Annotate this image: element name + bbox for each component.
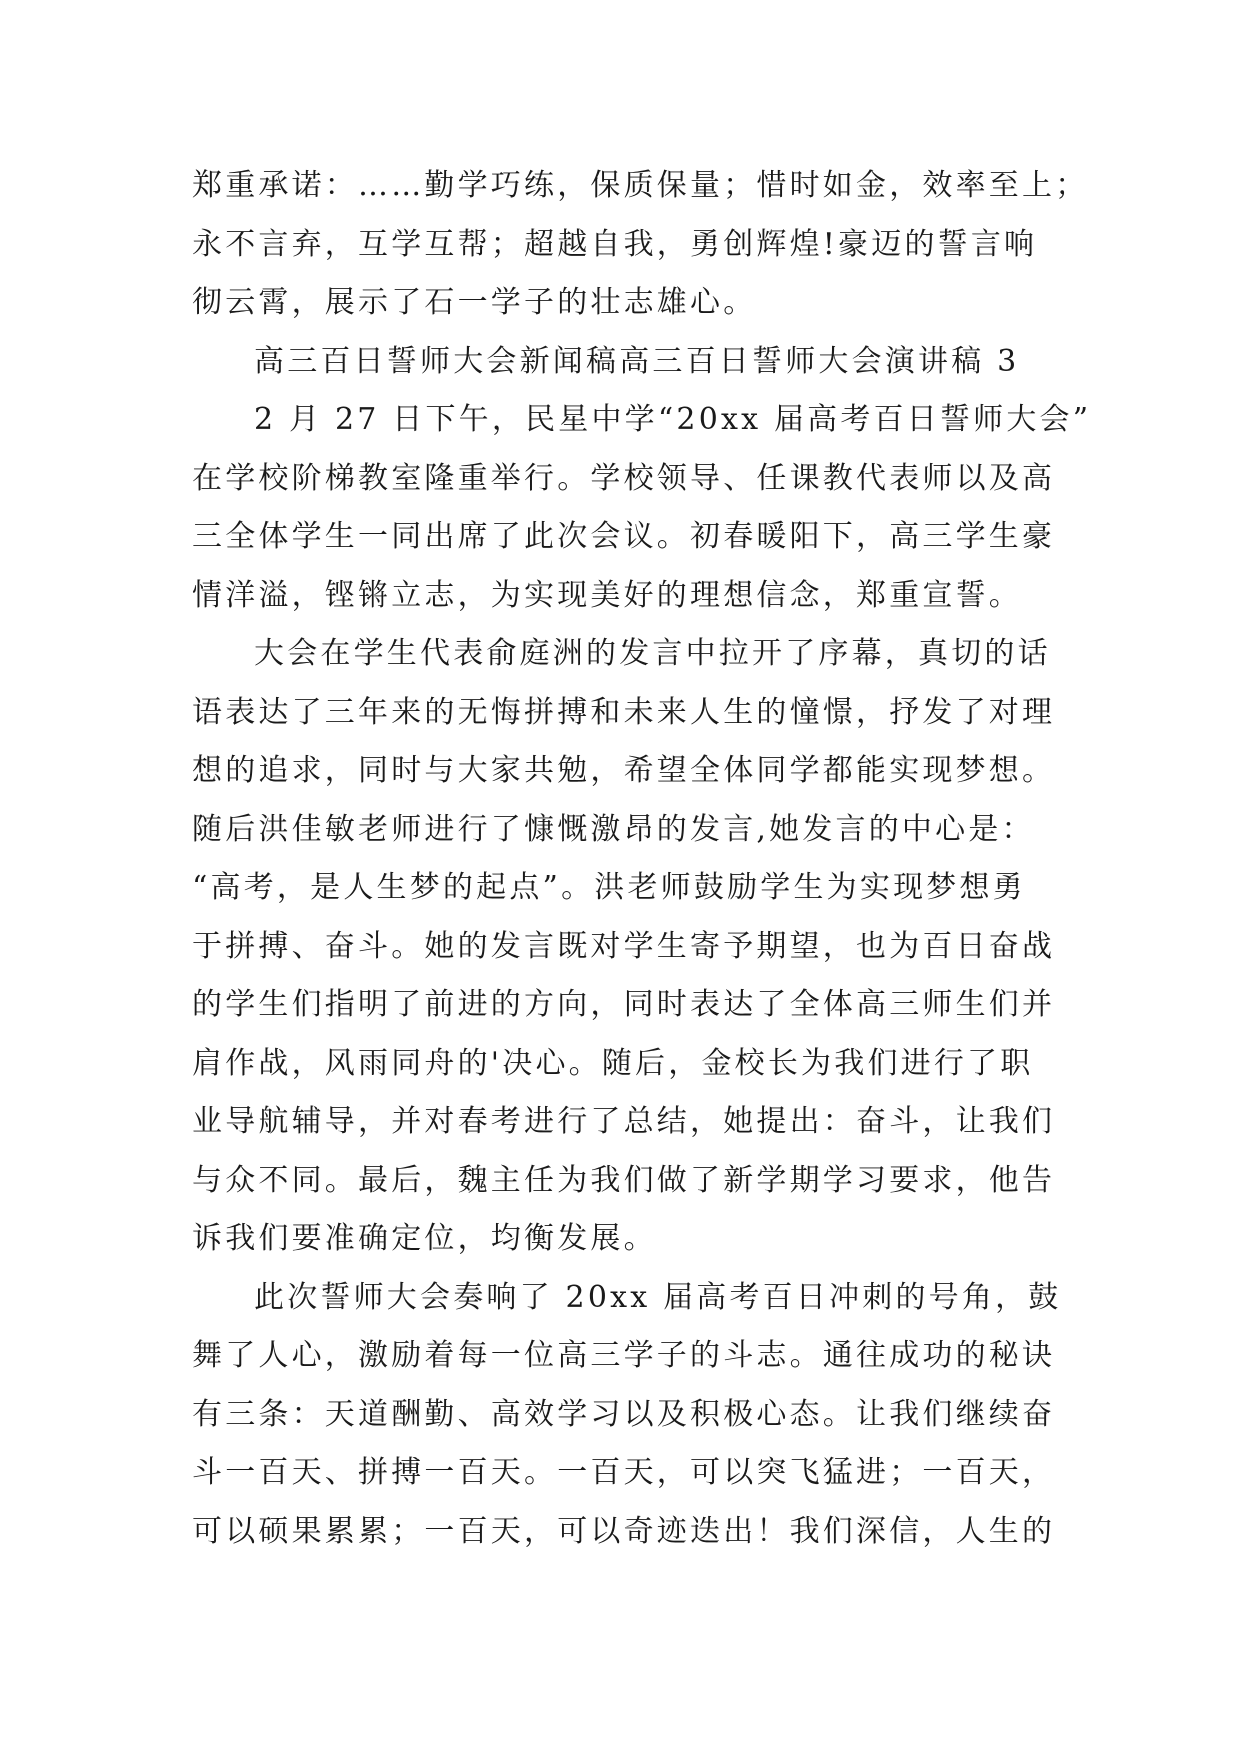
- text-line: 想的追求，同时与大家共勉，希望全体同学都能实现梦想。: [192, 753, 1056, 788]
- text-line: 高三百日誓师大会新闻稿高三百日誓师大会演讲稿 3: [254, 343, 1020, 379]
- document-body: [192, 157, 1092, 1561]
- text-line: 语表达了三年来的无悔拼搏和未来人生的憧憬，抒发了对理: [192, 694, 1056, 730]
- text-line: 大会在学生代表俞庭洲的发言中拉开了序幕，真切的话: [254, 636, 1051, 671]
- text-line: 情洋溢，铿锵立志，为实现美好的理想信念，郑重宣誓。: [192, 577, 1022, 613]
- text-line: 彻云霄，展示了石一学子的壮志雄心。: [192, 285, 757, 320]
- text-line: 有三条：天道酬勤、高效学习以及积极心态。让我们继续奋: [192, 1396, 1056, 1432]
- text-line: 于拼搏、奋斗。她的发言既对学生寄予期望，也为百日奋战: [192, 928, 1056, 964]
- text-line: 2 月 27 日下午，民星中学“20xx 届高考百日誓师大会”: [254, 402, 1092, 437]
- text-line: 在学校阶梯教室隆重举行。学校领导、任课教代表师以及高: [192, 460, 1056, 496]
- text-line: 随后洪佳敏老师进行了慷慨激昂的发言,她发言的中心是：: [192, 811, 1035, 847]
- text-line: 三全体学生一同出席了此次会议。初春暖阳下，高三学生豪: [192, 519, 1056, 554]
- text-line: 永不言弃，互学互帮；超越自我，勇创辉煌!豪迈的誓言响: [192, 226, 1038, 262]
- text-line: 此次誓师大会奏响了 20xx 届高考百日冲刺的号角，鼓: [254, 1279, 1062, 1315]
- text-line: 斗一百天、拼搏一百天。一百天，可以突飞猛进；一百天，: [192, 1455, 1056, 1490]
- text-line: 可以硕果累累；一百天，可以奇迹迭出！我们深信，人生的: [192, 1513, 1056, 1549]
- text-line: 业导航辅导，并对春考进行了总结，她提出：奋斗，让我们: [192, 1104, 1056, 1139]
- text-line: 的学生们指明了前进的方向，同时表达了全体高三师生们并: [192, 987, 1056, 1022]
- text-line: 舞了人心，激励着每一位高三学子的斗志。通往成功的秘诀: [192, 1338, 1056, 1373]
- text-line: “高考，是人生梦的起点”。洪老师鼓励学生为实现梦想勇: [192, 870, 1026, 905]
- text-line: 与众不同。最后，魏主任为我们做了新学期学习要求，他告: [192, 1162, 1056, 1198]
- text-line: 诉我们要准确定位，均衡发展。: [192, 1221, 657, 1256]
- text-line: 肩作战，风雨同舟的'决心。随后，金校长为我们进行了职: [192, 1045, 1034, 1081]
- text-line: 郑重承诺：……勤学巧练，保质保量；惜时如金，效率至上；: [192, 168, 1089, 203]
